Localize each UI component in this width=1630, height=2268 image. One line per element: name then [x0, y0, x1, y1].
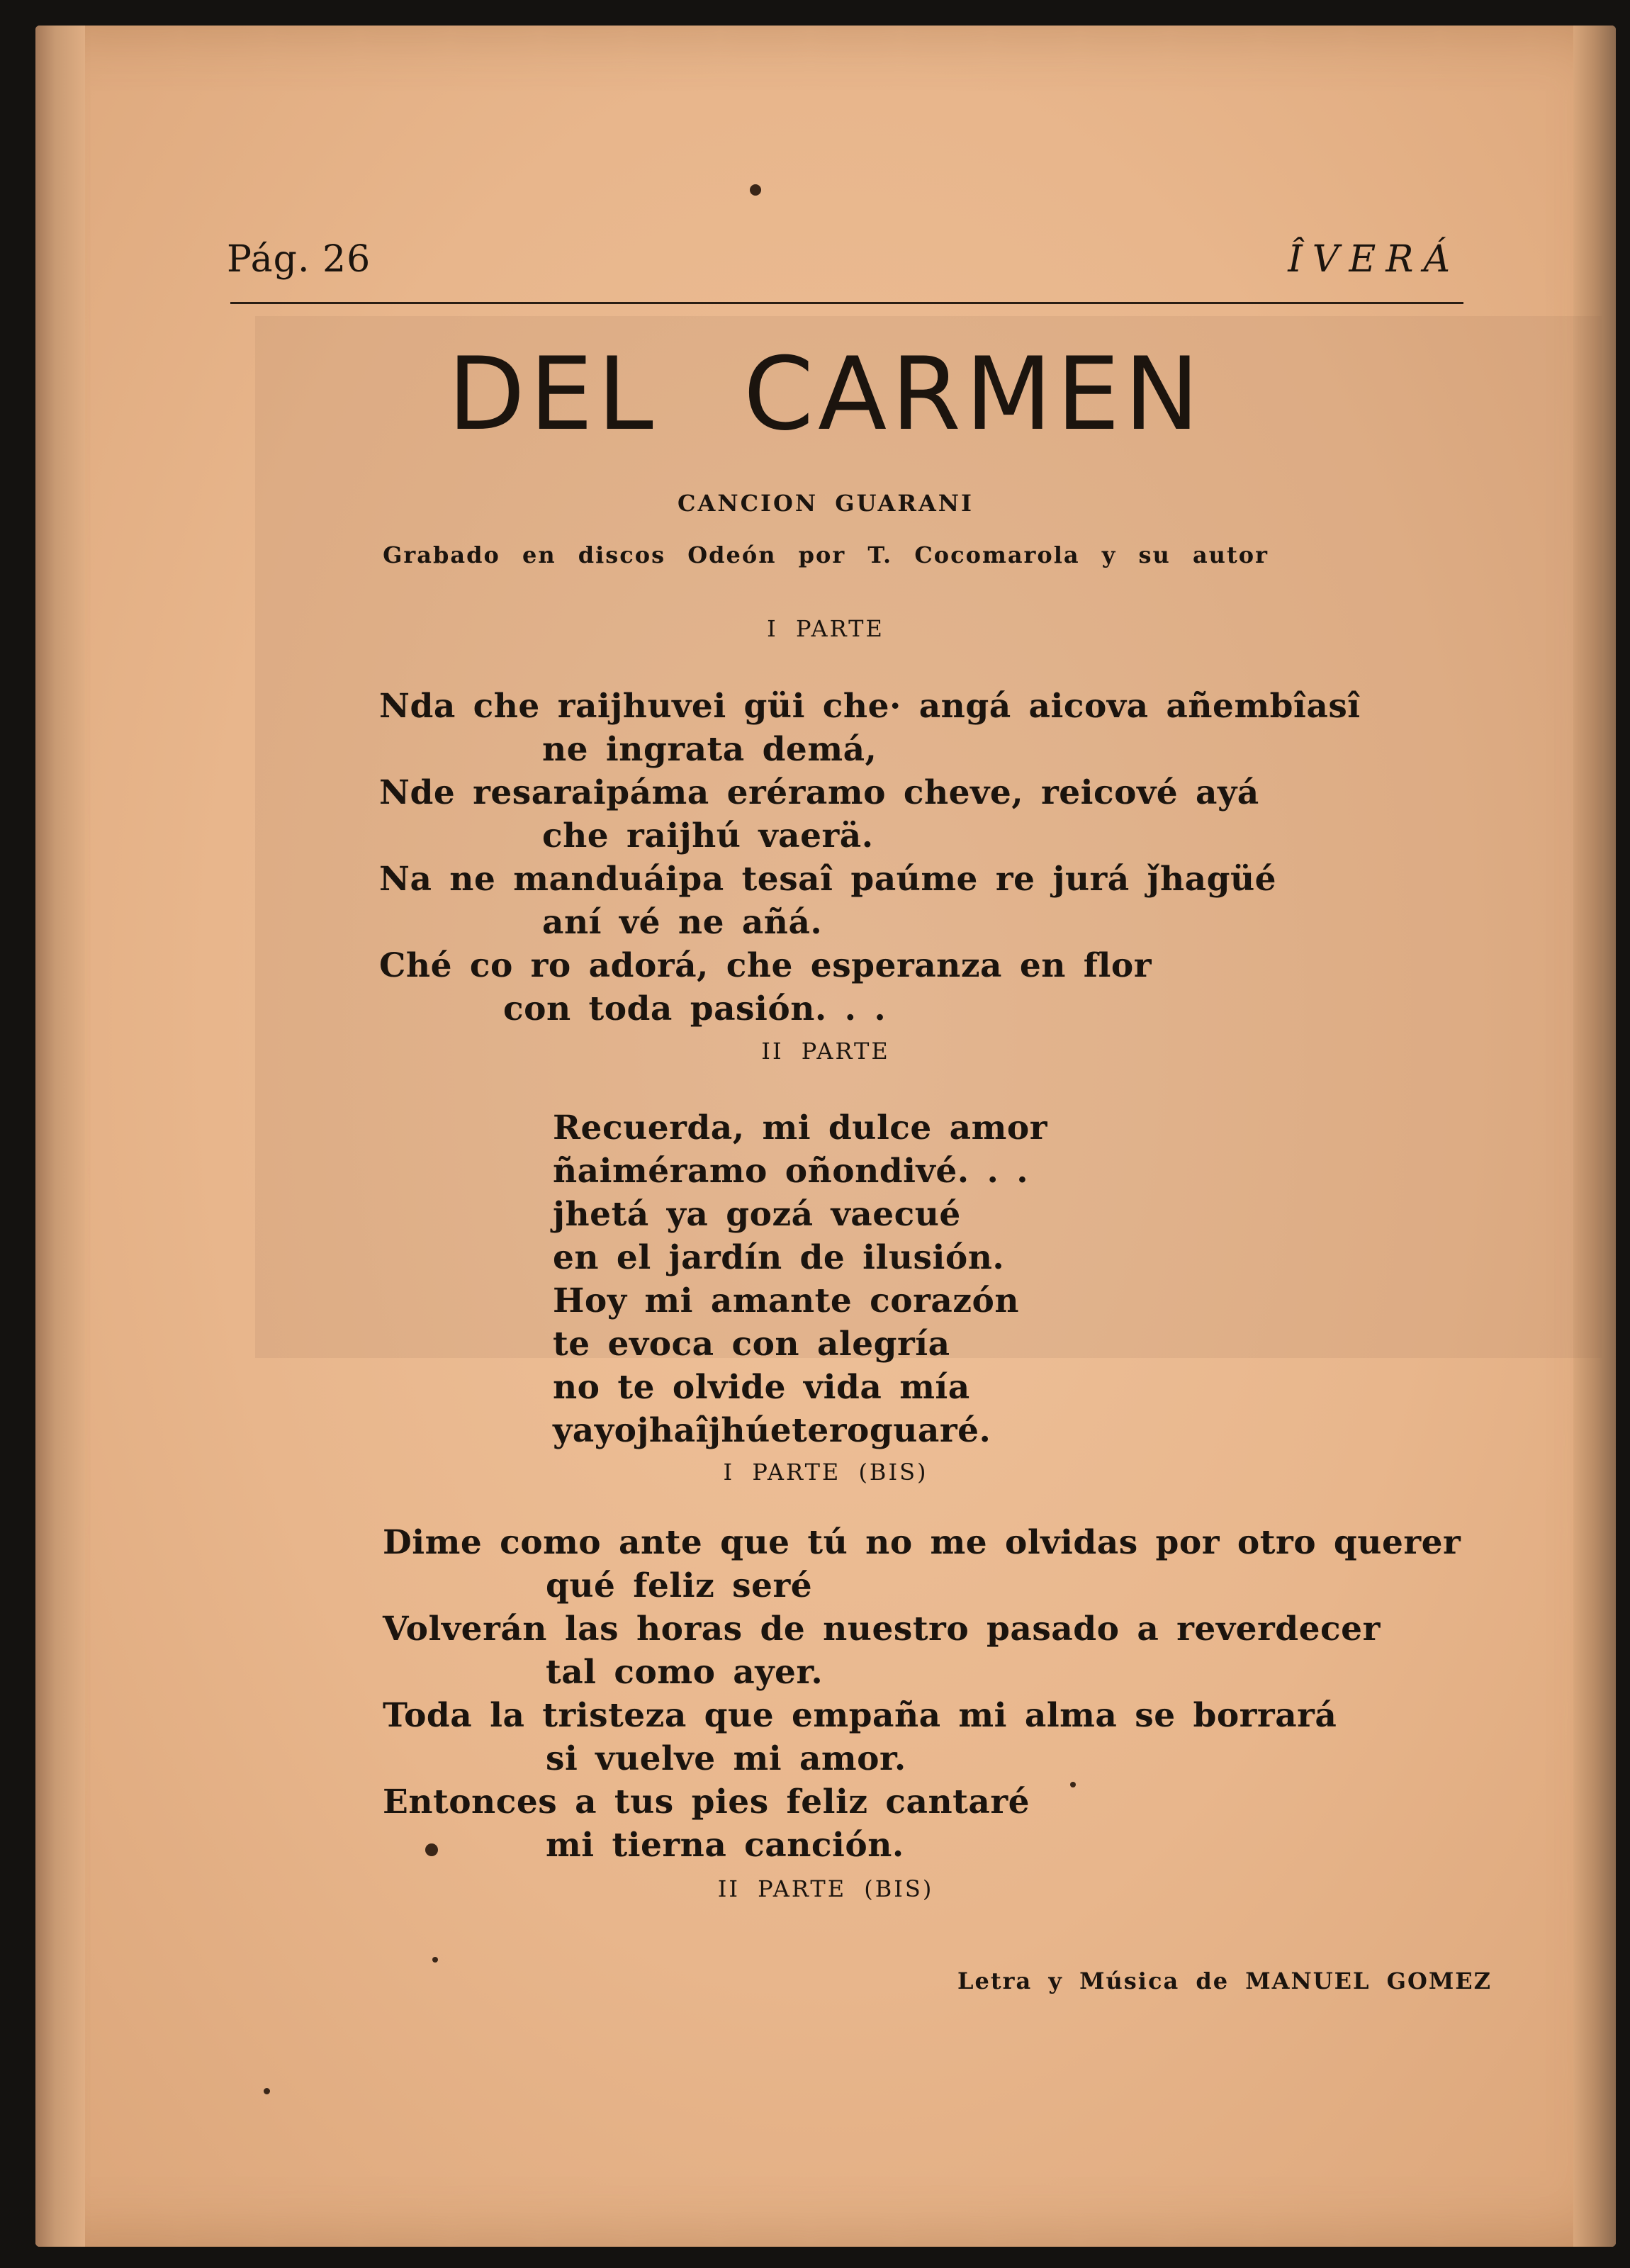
- author-credit: Letra y Música de MANUEL GOMEZ: [957, 1967, 1492, 1994]
- verse-line: con toda pasión. . .: [503, 989, 887, 1028]
- song-subtitle: CANCION GUARANI: [678, 490, 974, 517]
- verse-line: ñaiméramo oñondivé. . .: [553, 1152, 1029, 1191]
- running-title: ÎVERÁ: [1288, 238, 1460, 281]
- verse-line: Na ne manduáipa tesaî paúme re jurá ǰhagüé: [379, 860, 1277, 899]
- book-page: [35, 26, 1616, 2247]
- print-speck: [432, 1957, 438, 1963]
- recording-note: Grabado en discos Odeón por T. Cocomarola y su autor: [383, 541, 1269, 568]
- section-label-part2: II PARTE: [761, 1038, 890, 1065]
- verse-line: tal como ayer.: [546, 1653, 824, 1692]
- verse-line: jhetá ya gozá vaecué: [553, 1195, 961, 1234]
- verse-line: te evoca con alegría: [553, 1325, 950, 1364]
- verse-line: mi tierna canción.: [546, 1826, 904, 1865]
- verse-line: no te olvide vida mía: [553, 1368, 970, 1407]
- header-rule: [230, 302, 1463, 304]
- print-speck: [264, 2088, 270, 2094]
- verse-line: Nde resaraipáma eréramo cheve, reicové ayá: [379, 773, 1259, 812]
- verse-line: aní vé ne añá.: [542, 903, 823, 942]
- print-speck: [750, 184, 761, 196]
- section-label-part1-bis: I PARTE (BIS): [723, 1459, 928, 1486]
- verse-line: Entonces a tus pies feliz cantaré: [383, 1783, 1030, 1821]
- section-label-part2-bis: II PARTE (BIS): [717, 1875, 934, 1902]
- verse-line: Dime como ante que tú no me olvidas por otro querer: [383, 1523, 1461, 1562]
- verse-line: Nda che raijhuvei güi che· angá aicova añembîasî: [379, 687, 1361, 726]
- section-label-part1: I PARTE: [767, 615, 884, 642]
- verse-line: yayojhaîjhúeteroguaré.: [553, 1411, 991, 1450]
- verse-line: si vuelve mi amor.: [546, 1739, 906, 1778]
- verse-line: ne ingrata demá,: [542, 730, 877, 769]
- verse-line: Hoy mi amante corazón: [553, 1281, 1020, 1320]
- verse-line: che raijhú vaerä.: [542, 816, 874, 855]
- stanza-2: [553, 1106, 1047, 1452]
- verse-line: Recuerda, mi dulce amor: [553, 1108, 1047, 1147]
- verse-line: Toda la tristeza que empaña mi alma se borrará: [383, 1696, 1337, 1735]
- verse-line: qué feliz seré: [546, 1566, 813, 1605]
- stanza-3: [383, 1521, 1461, 1867]
- song-title: DEL CARMEN: [447, 336, 1204, 453]
- print-speck: [425, 1843, 438, 1856]
- verse-line: Volverán las horas de nuestro pasado a reverdecer: [383, 1610, 1381, 1649]
- print-speck: [1070, 1782, 1076, 1787]
- verse-line: en el jardín de ilusión.: [553, 1238, 1005, 1277]
- verse-line: Ché co ro adorá, che esperanza en flor: [379, 946, 1152, 985]
- page-number: Pág. 26: [227, 238, 371, 281]
- stanza-1: [379, 685, 1361, 1031]
